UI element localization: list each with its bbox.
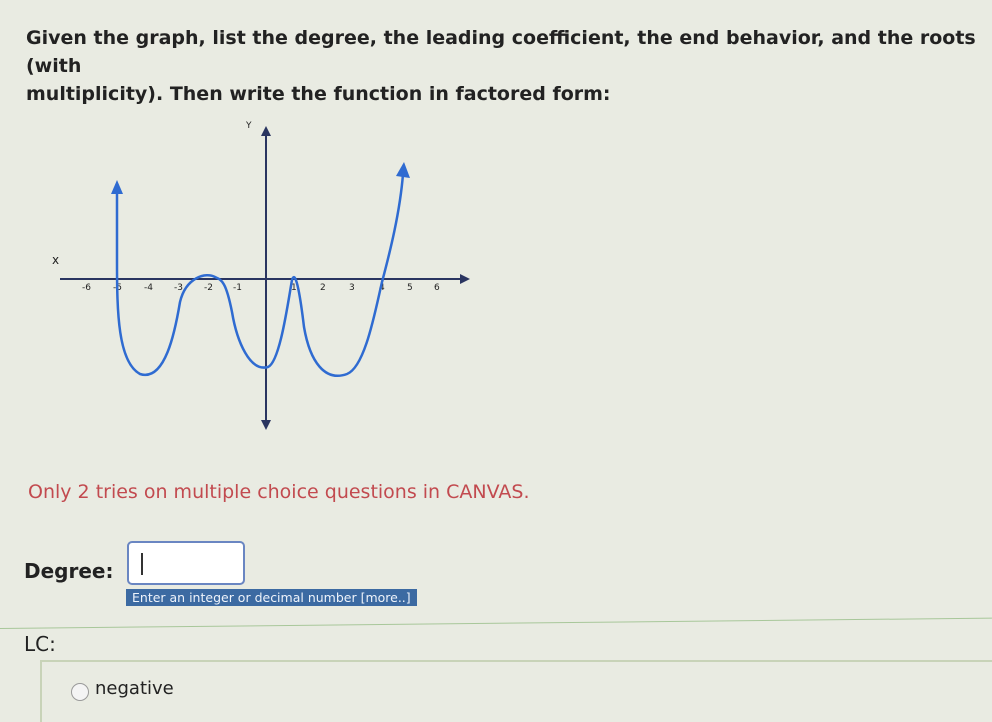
x-tick-label: 4 xyxy=(379,283,385,293)
curve-arrow-left-icon xyxy=(111,180,123,194)
x-tick-label: -6 xyxy=(82,283,91,293)
x-tick-labels xyxy=(82,283,440,293)
x-tick-label: 1 xyxy=(291,283,297,293)
question-line-2: multiplicity). Then write the function in factored form: xyxy=(26,83,611,105)
section-divider xyxy=(0,618,992,629)
x-tick-label: -2 xyxy=(204,283,213,293)
x-tick-label: 5 xyxy=(407,283,413,293)
y-axis-down-arrow-icon xyxy=(261,420,271,430)
x-axis-arrow-icon xyxy=(460,274,470,284)
x-axis-label: x xyxy=(52,253,60,267)
x-tick-label: -3 xyxy=(174,283,183,293)
x-tick-label: -5 xyxy=(113,283,122,293)
question-line-1: Given the graph, list the degree, the leading coefficient, the end behavior, and the roots (with xyxy=(26,27,976,77)
degree-input[interactable] xyxy=(127,541,245,585)
degree-label: Degree: xyxy=(24,559,114,583)
degree-hint[interactable]: Enter an integer or decimal number [more..] xyxy=(126,589,417,606)
question-text xyxy=(26,24,976,108)
polynomial-curve xyxy=(117,174,403,376)
lc-choice-box xyxy=(40,660,992,722)
x-tick-label: 6 xyxy=(434,283,440,293)
x-tick-label: 2 xyxy=(320,283,326,293)
warning-text: Only 2 tries on multiple choice questions in CANVAS. xyxy=(28,481,530,503)
curve-arrow-right-icon xyxy=(396,162,410,178)
text-caret xyxy=(141,553,143,575)
lc-label: LC: xyxy=(24,632,56,656)
x-tick-label: -4 xyxy=(144,283,153,293)
x-tick-label: -1 xyxy=(233,283,242,293)
radio-negative[interactable] xyxy=(71,683,89,701)
polynomial-graph xyxy=(40,112,480,442)
x-tick-label: 3 xyxy=(349,283,355,293)
y-axis-label: Y xyxy=(246,121,252,131)
y-axis-arrow-icon xyxy=(261,126,271,136)
choice-negative-label[interactable]: negative xyxy=(95,678,174,699)
